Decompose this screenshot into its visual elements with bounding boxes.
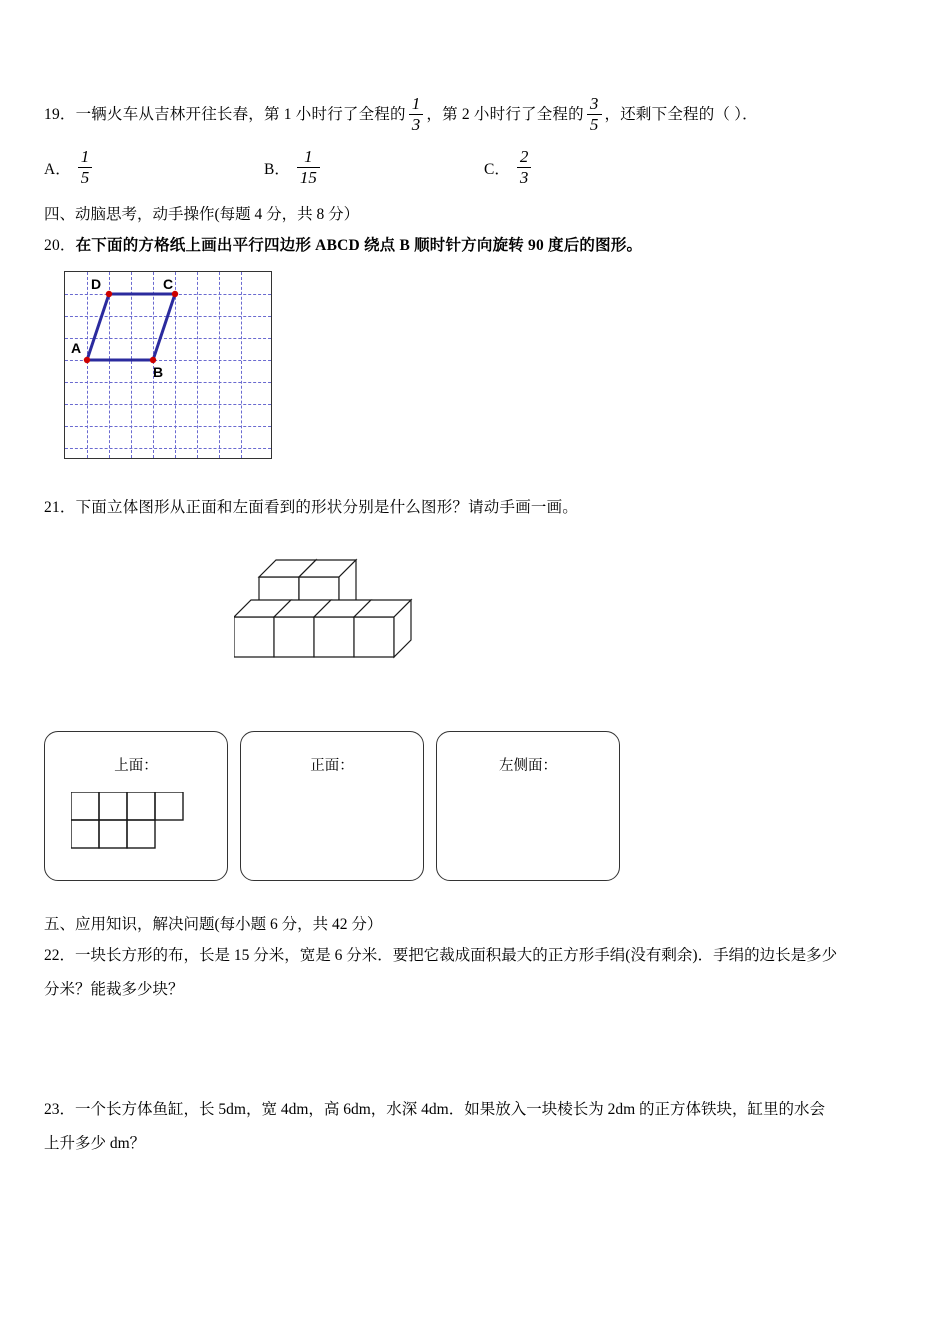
top-view-drawing [71,792,201,858]
question-21-text: 下面立体图形从正面和左面看到的形状分别是什么图形？请动手画一画。 [75,498,579,516]
choice-a-label: A． [44,161,71,179]
question-22-line1: 一块长方形的布，长是 15 分米，宽是 6 分米．要把它裁成面积最大的正方形手绢(没有剩余)．手绢的边长是多少 [75,946,838,964]
question-19-choices [44,141,906,197]
section-heading-4: 四、动脑思考，动手操作(每题 4 分，共 8 分） [44,205,360,223]
question-19-text-a: 一辆火车从吉林开往长春，第 1 小时行了全程的 [75,105,406,123]
grid-figure-parallelogram [64,271,272,459]
choice-b[interactable] [264,146,323,188]
question-23-line2-wrap [44,1127,906,1161]
answer-box-top-caption: 上面： [114,757,158,774]
choice-c-label: C． [484,161,510,179]
page-content [44,0,906,1161]
vertex-label-c: C [163,275,174,292]
vertex-label-d: D [91,275,102,292]
answer-boxes [44,731,906,891]
answer-box-left-view[interactable] [436,731,620,881]
choice-c-fraction: $\frac{2}{3}$ [517,148,532,187]
question-19-text-c: ，还剩下全程的（ ）． [604,105,758,123]
parallelogram-shape [65,272,271,458]
question-19 [44,96,906,135]
question-23-number: 23． [44,1100,76,1118]
question-19-number: 19． [44,105,76,123]
question-20-number: 20． [44,236,76,254]
question-20-text: 在下面的方格纸上画出平行四边形 ABCD 绕点 B 顺时针方向旋转 90 度后的图形。 [75,236,643,254]
answer-box-left-caption: 左侧面： [499,757,557,774]
answer-box-top-view[interactable] [44,731,228,881]
choice-a-fraction: $\frac{1}{5}$ [78,148,93,187]
question-21-number: 21． [44,498,76,516]
question-23 [44,1093,906,1127]
choice-b-fraction: $\frac{1}{15}$ [297,148,320,187]
choice-b-label: B． [264,161,290,179]
fraction-one-third: $\frac{1}{3}$ [409,95,424,134]
answer-box-front-caption: 正面： [310,757,354,774]
question-23-line1: 一个长方体鱼缸，长 5dm，宽 4dm，高 6dm，水深 4dm．如果放入一块棱长为 2dm 的正方体铁块，缸里的水会 [75,1100,826,1118]
section-heading-5: 五、应用知识，解决问题(每小题 6 分，共 42 分） [44,915,383,933]
question-23-line2: 上升多少 dm？ [44,1134,146,1152]
question-19-text-b: ，第 2 小时行了全程的 [426,105,584,123]
question-22-line2-wrap [44,973,906,1007]
fraction-three-fifths: $\frac{3}{5}$ [587,95,602,134]
vertex-label-a: A [71,339,82,356]
choice-a[interactable] [44,146,95,188]
question-22-number: 22． [44,946,76,964]
question-20 [44,231,906,261]
vertex-label-b: B [153,363,164,380]
question-22-line2: 分米？能裁多少块？ [44,980,184,998]
question-21 [44,493,906,523]
question-22 [44,939,906,973]
solid-figure [44,537,906,717]
answer-box-front-view[interactable] [240,731,424,881]
choice-c[interactable] [484,146,534,188]
